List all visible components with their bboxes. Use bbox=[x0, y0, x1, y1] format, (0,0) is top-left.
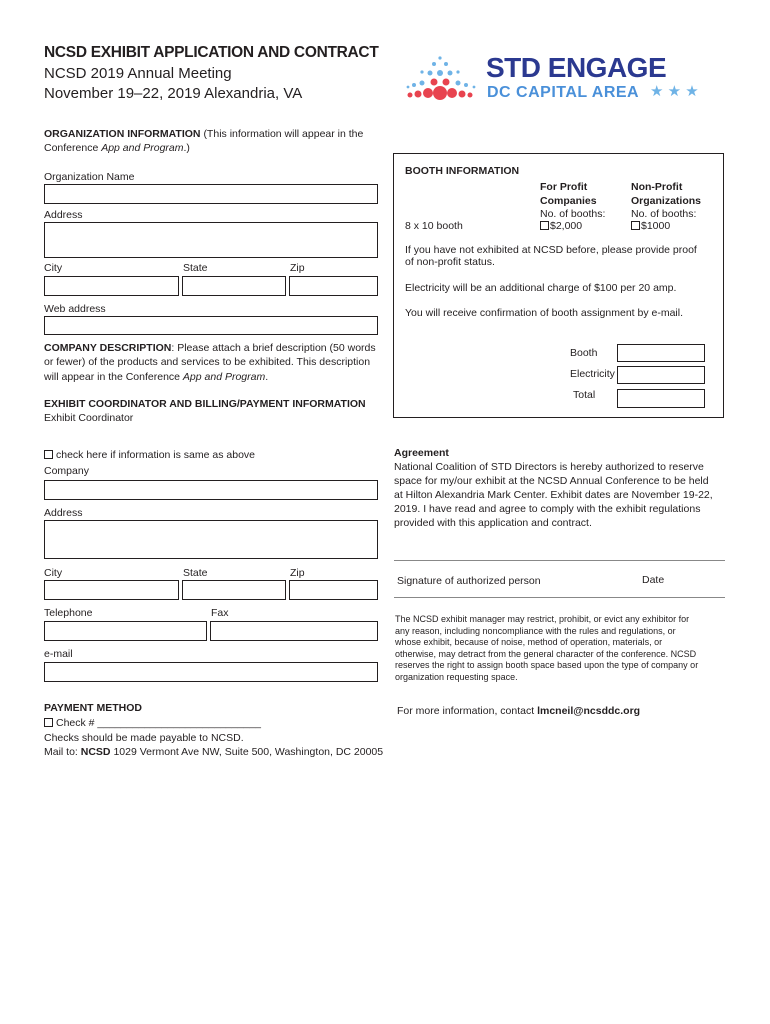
payment-heading: PAYMENT METHOD bbox=[44, 702, 143, 714]
org-heading-line2: Conference App and Program.) bbox=[44, 142, 190, 154]
fax-label: Fax bbox=[211, 607, 229, 619]
agreement-line-5: provided with this application and contract. bbox=[394, 517, 592, 529]
booth-amount-input[interactable] bbox=[617, 344, 705, 362]
nonprofit-heading-2: Organizations bbox=[631, 195, 702, 207]
org-name-input[interactable] bbox=[44, 184, 378, 204]
company-description-line2: or fewer) of the products and services to be exhibited. This description bbox=[44, 356, 371, 368]
same-as-above-checkbox[interactable] bbox=[44, 450, 53, 459]
total-amount-input[interactable] bbox=[617, 389, 705, 408]
same-as-above-label: check here if information is same as above bbox=[56, 449, 256, 461]
forprofit-heading-1: For Profit bbox=[540, 181, 588, 193]
coord-state-label: State bbox=[183, 567, 208, 579]
confirmation-note: You will receive confirmation of booth assignment by e-mail. bbox=[405, 307, 683, 319]
coord-zip-input[interactable] bbox=[289, 580, 378, 600]
agreement-line-4: 2019. I have read and agree to comply with the exhibit regulations bbox=[394, 503, 701, 515]
agreement-line-3: at Hilton Alexandria Mark Center. Exhibit dates are November 19-22, bbox=[394, 489, 713, 501]
forprofit-heading-2: Companies bbox=[540, 195, 597, 207]
disclaimer-line-2: any reason, including noncompliance with the rules and regulations, or bbox=[395, 625, 676, 636]
disclaimer-line-4: otherwise, may detract from the general character of the conference. NCSD bbox=[395, 648, 697, 659]
coord-address-label: Address bbox=[44, 507, 83, 519]
company-description-line3: will appear in the Conference App and Program. bbox=[44, 371, 269, 383]
company-input[interactable] bbox=[44, 480, 378, 500]
contact-email-link[interactable]: lmcneil@ncsddc.org bbox=[537, 705, 641, 717]
electricity-amount-label: Electricity bbox=[570, 368, 615, 380]
total-amount-label: Total bbox=[573, 389, 596, 401]
mail-address: Mail to: NCSD 1029 Vermont Ave NW, Suite 500, Washington, DC 20005 bbox=[44, 746, 384, 758]
company-description-line1: COMPANY DESCRIPTION: Please attach a brief description (50 words bbox=[44, 342, 376, 354]
nonprofit-checkbox[interactable] bbox=[631, 221, 640, 230]
booth-amount-label: Booth bbox=[570, 347, 598, 359]
forprofit-option: $2,000 bbox=[540, 219, 582, 233]
disclaimer-line-5: reserves the right to assign booth space based upon the type of company or bbox=[395, 660, 699, 670]
coord-zip-label: Zip bbox=[290, 567, 305, 579]
signature-label: Signature of authorized person bbox=[397, 575, 541, 587]
org-city-label: City bbox=[44, 262, 63, 274]
logo-subtitle: DC CAPITAL AREA bbox=[487, 84, 640, 101]
disclaimer-line-6: organization requesting space. bbox=[395, 671, 518, 682]
org-city-input[interactable] bbox=[44, 276, 179, 296]
org-state-label: State bbox=[183, 262, 208, 274]
proof-note-1: If you have not exhibited at NCSD before, please provide proof bbox=[405, 244, 697, 256]
signature-divider bbox=[394, 597, 725, 598]
coord-city-input[interactable] bbox=[44, 580, 179, 600]
fax-input[interactable] bbox=[210, 621, 378, 641]
disclaimer-line-1: The NCSD exhibit manager may restrict, prohibit, or evict any exhibitor for bbox=[395, 614, 690, 624]
check-number-field[interactable]: Check # ____________________________ bbox=[56, 717, 261, 729]
form-title: NCSD EXHIBIT APPLICATION AND CONTRACT bbox=[44, 44, 379, 61]
org-heading-line1: ORGANIZATION INFORMATION (This information will appear in the bbox=[44, 128, 364, 140]
proof-note-2: of non-profit status. bbox=[405, 256, 495, 268]
org-zip-input[interactable] bbox=[289, 276, 378, 296]
agreement-heading: Agreement bbox=[394, 447, 449, 459]
same-as-above-row bbox=[44, 448, 255, 462]
payable-note: Checks should be made payable to NCSD. bbox=[44, 732, 244, 744]
company-label: Company bbox=[44, 465, 89, 477]
coordinator-label: Exhibit Coordinator bbox=[44, 412, 134, 424]
meeting-dates: November 19–22, 2019 Alexandria, VA bbox=[44, 85, 303, 102]
check-row bbox=[44, 716, 261, 730]
org-zip-label: Zip bbox=[290, 262, 305, 274]
email-label: e-mail bbox=[44, 648, 73, 660]
contact-info: For more information, contact lmcneil@ncsddc.org bbox=[397, 705, 641, 717]
forprofit-booths-label: No. of booths: bbox=[540, 208, 606, 220]
nonprofit-booths-label: No. of booths: bbox=[631, 208, 697, 220]
email-input[interactable] bbox=[44, 662, 378, 682]
dots-logo-icon bbox=[404, 55, 484, 101]
meeting-name: NCSD 2019 Annual Meeting bbox=[44, 65, 232, 82]
agreement-line-2: space for my/our exhibit at the NCSD Annual Conference to be held bbox=[394, 475, 709, 487]
check-checkbox[interactable] bbox=[44, 718, 53, 727]
org-address-input[interactable] bbox=[44, 222, 378, 258]
coord-state-input[interactable] bbox=[182, 580, 286, 600]
nonprofit-heading-1: Non-Profit bbox=[631, 181, 683, 193]
telephone-input[interactable] bbox=[44, 621, 207, 641]
org-name-label: Organization Name bbox=[44, 171, 135, 183]
nonprofit-option: $1000 bbox=[631, 219, 670, 233]
coord-city-label: City bbox=[44, 567, 63, 579]
date-label: Date bbox=[642, 574, 665, 586]
signature-line[interactable] bbox=[394, 560, 725, 561]
telephone-label: Telephone bbox=[44, 607, 93, 619]
agreement-line-1: National Coalition of STD Directors is hereby authorized to reserve bbox=[394, 461, 704, 473]
web-address-input[interactable] bbox=[44, 316, 378, 335]
booth-heading: BOOTH INFORMATION bbox=[405, 165, 520, 177]
forprofit-checkbox[interactable] bbox=[540, 221, 549, 230]
booth-size-label: 8 x 10 booth bbox=[405, 220, 463, 232]
coordinator-heading: EXHIBIT COORDINATOR AND BILLING/PAYMENT INFORMATION bbox=[44, 398, 366, 410]
coord-address-input[interactable] bbox=[44, 520, 378, 559]
disclaimer-line-3: whose exhibit, because of noise, method of operation, materials, or bbox=[395, 637, 663, 647]
star-icon: ★ ★ ★ bbox=[650, 83, 699, 100]
org-address-label: Address bbox=[44, 209, 83, 221]
electricity-amount-input[interactable] bbox=[617, 366, 705, 384]
electricity-note: Electricity will be an additional charge of $100 per 20 amp. bbox=[405, 282, 677, 294]
web-address-label: Web address bbox=[44, 303, 106, 315]
org-state-input[interactable] bbox=[182, 276, 286, 296]
logo-title: STD ENGAGE bbox=[486, 52, 667, 83]
